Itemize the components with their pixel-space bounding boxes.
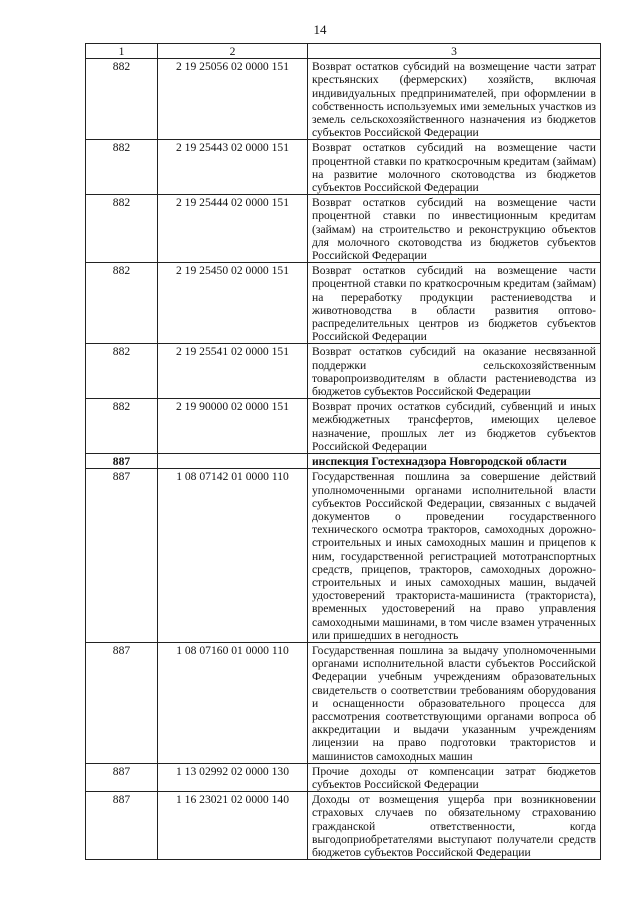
page-number: 14	[313, 22, 327, 37]
income-description: Государственная пошлина за совершение действий уполномоченными органами исполнительной власти субъектов Российской Федерации, связанных с выдачей документов о проведении государственного технического осмотра тракторов, самоходных дорожно-строительных и иных самоходных машин и прицепов к ним, государственной регистрацией мототранспортных средств, прицепов, тракторов, самоходных дорожно-строительных и иных самоходных машин, выдачей удостоверений тракториста-машиниста (тракториста), временных удостоверений на право управления самоходными машинами, в том числе взамен утраченных или пришедших в негодность	[308, 469, 601, 643]
admin-code: 887	[86, 469, 158, 643]
income-description: Возврат остатков субсидий на возмещение части процентной ставки по краткосрочным кредитам (займам) на переработку продукции растениеводства и животноводства в области развития оптово-распределительных центров из бюджетов субъектов Российской Федерации	[308, 263, 601, 344]
table-row	[86, 140, 601, 195]
admin-code: 882	[86, 140, 158, 195]
header-col-1: 1	[86, 44, 158, 59]
budget-code: 2 19 25443 02 0000 151	[158, 140, 308, 195]
table-row	[86, 263, 601, 344]
income-description: Возврат прочих остатков субсидий, субвенций и иных межбюджетных трансфертов, имеющих целевое назначение, прошлых лет из бюджетов субъектов Российской Федерации	[308, 399, 601, 454]
table-row	[86, 763, 601, 791]
admin-code: 882	[86, 263, 158, 344]
table-row	[86, 792, 601, 860]
budget-code: 1 13 02992 02 0000 130	[158, 763, 308, 791]
budget-code: 2 19 25541 02 0000 151	[158, 344, 308, 399]
table-header-row	[86, 44, 601, 59]
income-description: Возврат остатков субсидий на возмещение части процентной ставки по краткосрочным кредитам (займам) на развитие молочного скотоводства из бюджетов субъектов Российской Федерации	[308, 140, 601, 195]
admin-code: 887	[86, 642, 158, 763]
admin-code: 887	[86, 454, 158, 469]
table-row	[86, 59, 601, 140]
income-description: Возврат остатков субсидий на возмещение части затрат крестьянских (фермерских) хозяйств, включая индивидуальных предпринимателей, при оформлении в собственность используемых ими земельных участков из земель сельскохозяйственного назначения из бюджетов субъектов Российской Федерации	[308, 59, 601, 140]
budget-code: 1 08 07160 01 0000 110	[158, 642, 308, 763]
budget-code: 2 19 90000 02 0000 151	[158, 399, 308, 454]
header-col-2: 2	[158, 44, 308, 59]
section-header-row	[86, 454, 601, 469]
admin-code: 887	[86, 792, 158, 860]
budget-code: 2 19 25056 02 0000 151	[158, 59, 308, 140]
admin-code: 882	[86, 399, 158, 454]
income-description: Доходы от возмещения ущерба при возникновении страховых случаев по обязательному страхованию гражданской ответственности, когда выгодоприобретателями выступают получатели средств бюджетов субъектов Российской Федерации	[308, 792, 601, 860]
income-description: Возврат остатков субсидий на оказание несвязанной поддержки сельскохозяйственным товаропроизводителям в области растениеводства из бюджетов субъектов Российской Федерации	[308, 344, 601, 399]
income-description: Прочие доходы от компенсации затрат бюджетов субъектов Российской Федерации	[308, 763, 601, 791]
income-description: Государственная пошлина за выдачу уполномоченными органами исполнительной власти субъектов Российской Федерации учебным учреждениям образовательных свидетельств о соответствии требованиям оборудования и оснащенности образовательного процесса для рассмотрения соответствующими органами вопроса об аккредитации и выдачи указанным учреждениям лицензии на право подготовки трактористов и машинистов самоходных машин	[308, 642, 601, 763]
admin-code: 882	[86, 195, 158, 263]
budget-code: 1 16 23021 02 0000 140	[158, 792, 308, 860]
header-col-3: 3	[308, 44, 601, 59]
budget-code	[158, 454, 308, 469]
table-row	[86, 344, 601, 399]
income-description: Возврат остатков субсидий на возмещение части процентной ставки по инвестиционным кредитам (займам) на строительство и реконструкцию объектов для молочного скотоводства из бюджетов субъектов Российской Федерации	[308, 195, 601, 263]
table-row	[86, 195, 601, 263]
budget-code: 2 19 25450 02 0000 151	[158, 263, 308, 344]
table-row	[86, 642, 601, 763]
budget-code: 1 08 07142 01 0000 110	[158, 469, 308, 643]
administrator-name: инспекция Гостехнадзора Новгородской области	[308, 454, 601, 469]
admin-code: 882	[86, 59, 158, 140]
table-row	[86, 399, 601, 454]
budget-code: 2 19 25444 02 0000 151	[158, 195, 308, 263]
table-row	[86, 469, 601, 643]
income-codes-table	[85, 43, 601, 860]
admin-code: 887	[86, 763, 158, 791]
admin-code: 882	[86, 344, 158, 399]
